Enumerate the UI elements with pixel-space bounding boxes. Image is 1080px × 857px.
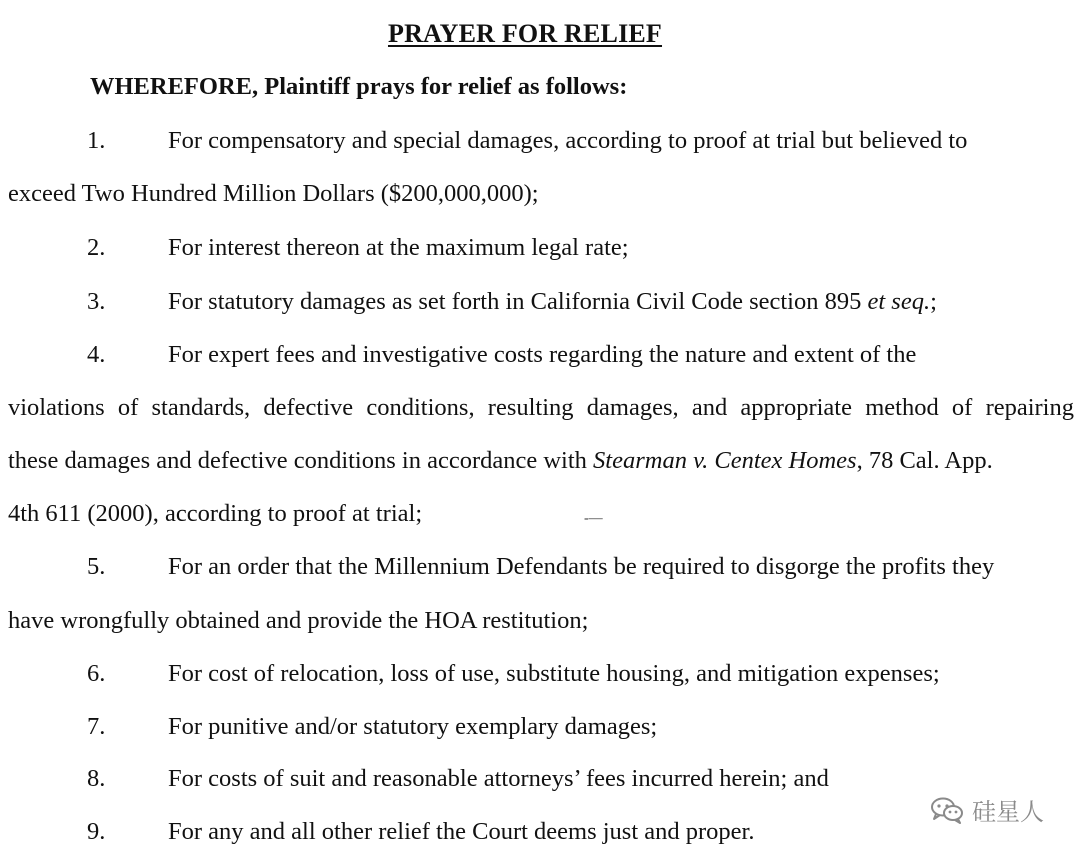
wechat-icon [930, 796, 964, 824]
item-text: For costs of suit and reasonable attorneys’ fees incurred herein; and [168, 765, 829, 792]
item-text-continued [8, 392, 1074, 424]
item-text-part: , 78 Cal. App. [856, 447, 993, 474]
item-text: For punitive and/or statutory exemplary damages; [168, 713, 658, 740]
item-number: 5. [87, 553, 106, 580]
item-text-italic: et seq. [867, 288, 931, 315]
intro-paragraph: WHEREFORE, Plaintiff prays for relief as follows: [90, 73, 628, 100]
item-number: 4. [87, 341, 106, 368]
item-number: 9. [87, 818, 106, 845]
item-text-part: these damages and defective conditions in accordance with [8, 447, 594, 474]
item-text: For interest thereon at the maximum legal rate; [168, 234, 629, 261]
item-number: 6. [87, 660, 106, 687]
stray-mark: -— [584, 511, 603, 526]
item-text: For expert fees and investigative costs regarding the nature and extent of the [168, 341, 917, 368]
item-number: 1. [87, 127, 106, 154]
item-text-line: violations of standards, defective conditions, resulting damages, and appropriate method of repairing [8, 394, 1074, 421]
item-text-continued: exceed Two Hundred Million Dollars ($200,000,000); [8, 180, 539, 207]
item-number: 3. [87, 288, 106, 315]
item-text: For compensatory and special damages, according to proof at trial but believed to [168, 127, 968, 154]
item-text [168, 286, 937, 318]
case-citation: Stearman v. Centex Homes [593, 447, 857, 474]
item-text-part: ; [930, 288, 937, 315]
item-text: For an order that the Millennium Defendants be required to disgorge the profits they [168, 553, 995, 580]
item-number: 2. [87, 234, 106, 261]
watermark [930, 792, 1044, 827]
item-number: 8. [87, 765, 106, 792]
item-text-continued [8, 445, 993, 477]
item-text: For any and all other relief the Court deems just and proper. [168, 818, 755, 845]
watermark-text: 硅星人 [972, 798, 1044, 826]
item-text: For cost of relocation, loss of use, substitute housing, and mitigation expenses; [168, 660, 940, 687]
item-text-continued: 4th 611 (2000), according to proof at trial; [8, 500, 423, 527]
item-text-continued: have wrongfully obtained and provide the HOA restitution; [8, 607, 589, 634]
item-text-part: For statutory damages as set forth in California Civil Code section 895 [168, 288, 868, 315]
item-number: 7. [87, 713, 106, 740]
page-title: PRAYER FOR RELIEF [387, 19, 663, 48]
